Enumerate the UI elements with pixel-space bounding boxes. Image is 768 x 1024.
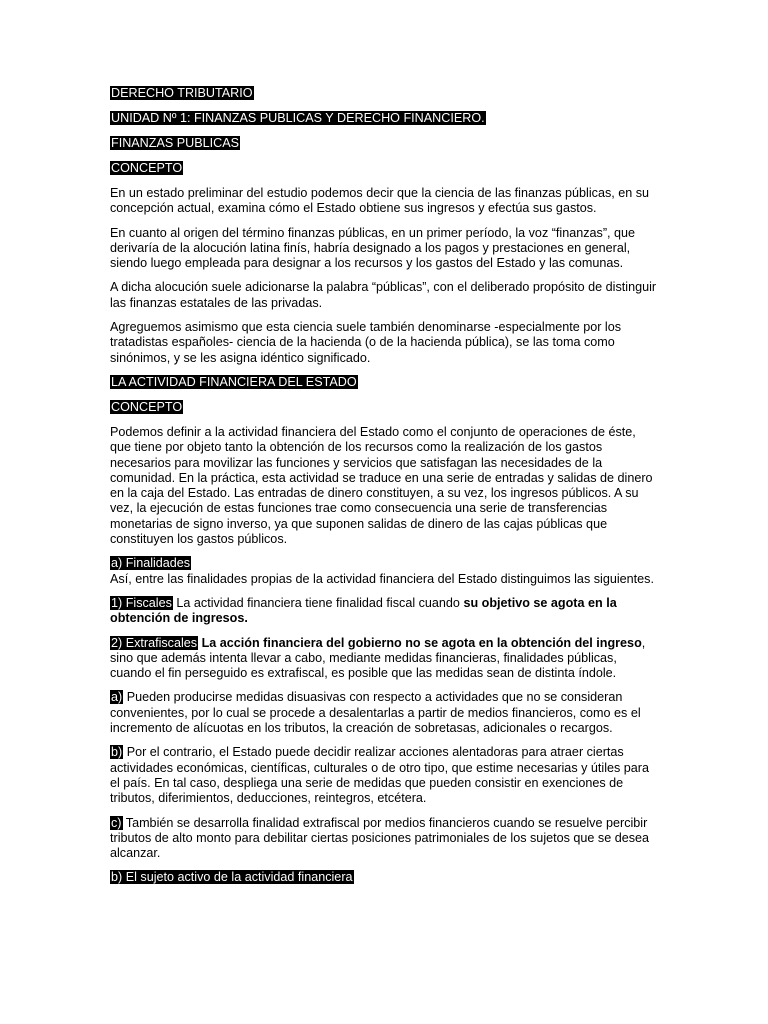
extrafiscales-label: 2) Extrafiscales (111, 635, 198, 650)
concept-heading-2 (110, 400, 658, 415)
item-b-paragraph (110, 745, 658, 806)
document-title-text: DERECHO TRIBUTARIO (111, 86, 253, 100)
unit-heading (110, 111, 658, 126)
extrafiscales-text: , sino que además intenta llevar a cabo, mediante medidas financieras, finalidades públicas, cuando el fin perseguido es extrafiscal, es posible que las medidas sean de distinta índole. (110, 635, 646, 681)
fiscales-paragraph (110, 596, 658, 627)
concept-heading-1-text: CONCEPTO (111, 161, 183, 175)
fiscales-label: 1) Fiscales (111, 595, 172, 610)
paragraph-2: En cuanto al origen del término finanzas públicas, en un primer período, la voz “finanzas”, que derivaría de la alocución latina finís, habría designado a los pagos y prestaciones en general, siendo luego empleada para designar a los recursos y los gastos del Estado y las comunas. (110, 225, 636, 271)
paragraph-1: En un estado preliminar del estudio podemos decir que la ciencia de las finanzas públicas, en su concepción actual, examina cómo el Estado obtiene sus ingresos y efectúa sus gastos. (110, 186, 650, 216)
fiscales-text: La actividad financiera tiene finalidad fiscal cuando (172, 595, 464, 610)
item-a-paragraph (110, 690, 658, 736)
paragraph-6: Así, entre las finalidades propias de la actividad financiera del Estado distinguimos las siguientes. (110, 571, 654, 586)
sujeto-activo-heading-text: b) El sujeto activo de la actividad financiera (111, 870, 353, 885)
section-heading-finanzas-publicas (110, 136, 658, 151)
document-page (110, 86, 658, 895)
concept-heading-2-text: CONCEPTO (111, 399, 183, 414)
unit-heading-text: UNIDAD Nº 1: FINANZAS PUBLICAS Y DERECHO FINANCIERO. (111, 111, 485, 125)
extrafiscales-paragraph (110, 636, 658, 682)
paragraph-3: A dicha alocución suele adicionarse la palabra “públicas”, con el deliberado propósito de distinguir las finanzas estatales de las privadas. (110, 280, 657, 310)
fiscales-bold-text: su objetivo se agota en la obtención de ingresos. (110, 595, 617, 626)
extrafiscales-bold-text: La acción financiera del gobierno no se agota en la obtención del ingreso (198, 635, 642, 650)
section-heading-actividad-financiera (110, 375, 658, 390)
paragraph-4: Agreguemos asimismo que esta ciencia suele también denominarse -especialmente por los tratadistas españoles- ciencia de la hacienda (o de la hacienda pública), se las toma como sinónimos, y se les asigna idéntico significado. (110, 320, 622, 365)
item-a-label: a) (111, 690, 123, 705)
item-a-text: Pueden producirse medidas disuasivas con respecto a actividades que no se consideran convenientes, por lo cual se procede a desalentarlas a partir de medios financieros, como es el incremento de alícuotas en los tributos, la creación de sobretasas, adicionales o recargos. (110, 690, 641, 736)
finalidades-heading-text: a) Finalidades (111, 556, 191, 571)
sujeto-activo-heading (110, 870, 658, 885)
paragraph-5: Podemos definir a la actividad financiera del Estado como el conjunto de operaciones de éste, que tiene por objeto tanto la obtención de los recursos como la realización de los gastos necesarios para movilizar las funciones y servicios que satisfagan las necesidades de la comunidad. En la práctica, esta actividad se traduce en una serie de entradas y salidas de dinero en la caja del Estado. Las entradas de dinero constituyen, a su vez, los ingresos públicos. A su vez, la ejecución de estas funciones trae como consecuencia una serie de transferencias monetarias de signo inverso, ya que suponen salidas de dinero de las cajas públicas que constituyen los gastos públicos. (110, 424, 653, 547)
finalidades-heading (110, 556, 658, 571)
item-c-text: También se desarrolla finalidad extrafiscal por medios financieros cuando se resuelve percibir tributos de alto monto para debilitar ciertas posiciones patrimoniales de los sujetos que se desea alcanzar. (110, 815, 650, 861)
item-b-text: Por el contrario, el Estado puede decidir realizar acciones alentadoras para atraer ciertas actividades económicas, científicas, culturales o de otro tipo, que estime necesarias y útiles para el país. En tal caso, despliega una serie de medidas que pueden consistir en exenciones de tributos, diferimientos, deducciones, reintegros, etcétera. (110, 745, 650, 806)
concept-heading-1 (110, 161, 658, 176)
item-c-label: c) (111, 815, 122, 830)
item-b-label: b) (111, 745, 123, 760)
document-title (110, 86, 658, 101)
section-heading-actividad-financiera-text: LA ACTIVIDAD FINANCIERA DEL ESTADO (111, 374, 357, 389)
item-c-paragraph (110, 816, 658, 862)
section-heading-finanzas-publicas-text: FINANZAS PUBLICAS (111, 136, 240, 150)
